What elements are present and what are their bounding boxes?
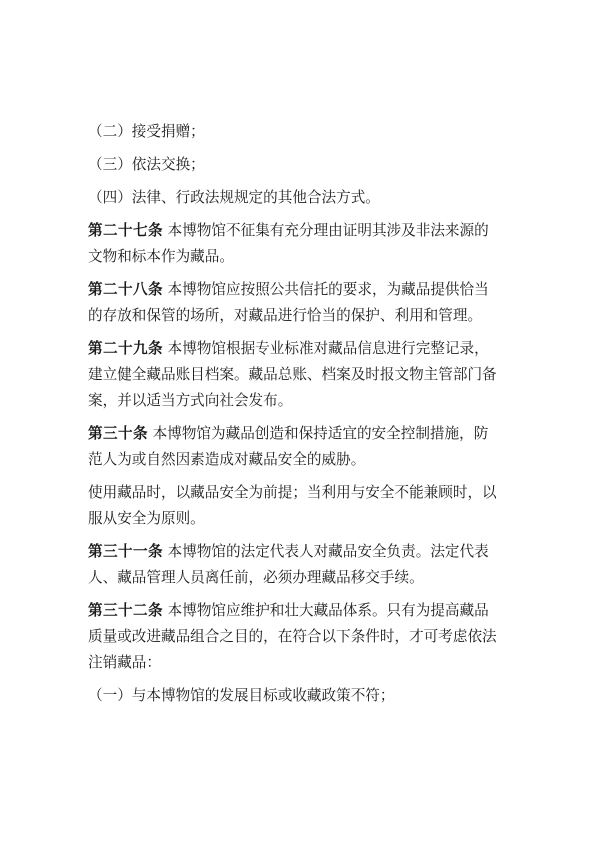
clause-line: [88, 122, 520, 142]
article-line: [88, 221, 520, 241]
article-line: [88, 280, 520, 300]
article-text: 本博物馆不征集有充分理由证明其涉及非法来源的: [167, 222, 489, 239]
article-text: 案，并以适当方式向社会发布。: [88, 392, 293, 409]
article-line: [88, 306, 520, 326]
article-text: 本博物馆应维护和壮大藏品体系。只有为提高藏品: [167, 602, 489, 619]
article-line: [88, 653, 520, 673]
article-line: [88, 424, 520, 444]
article-text: 建立健全藏品账目档案。藏品总账、档案及时报文物主管部门备: [88, 366, 497, 383]
clause-line: [88, 155, 520, 175]
article-line: [88, 568, 520, 588]
document-body: [88, 122, 520, 712]
clause-text: （三）依法交换；: [88, 156, 205, 173]
article-text: 本博物馆应按照公共信托的要求，为藏品提供恰当: [167, 281, 489, 298]
body-line: [88, 509, 520, 529]
article-number: 第二十八条: [88, 281, 163, 298]
article-text: 的存放和保管的场所，对藏品进行恰当的保护、利用和管理。: [88, 307, 483, 324]
article-line: [88, 450, 520, 470]
article-text: 人、藏品管理人员离任前，必须办理藏品移交手续。: [88, 569, 424, 586]
article-text: 文物和标本作为藏品。: [88, 248, 234, 265]
article-line: [88, 339, 520, 359]
article-text: 本博物馆根据专业标准对藏品信息进行完整记录，: [167, 340, 489, 357]
article-line: [88, 391, 520, 411]
body-text: 服从安全为原则。: [88, 510, 205, 527]
article-text: 本博物馆为藏品创造和保持适宜的安全控制措施，防: [152, 425, 489, 442]
clause-line: [88, 188, 520, 208]
article-text: 本博物馆的法定代表人对藏品安全负责。法定代表: [167, 543, 489, 560]
article-line: [88, 365, 520, 385]
article-text: 范人为或自然因素造成对藏品安全的威胁。: [88, 451, 366, 468]
body-line: [88, 483, 520, 503]
article-text: 质量或改进藏品组合之目的，在符合以下条件时，才可考虑依法: [88, 628, 497, 645]
article-number: 第三十一条: [88, 543, 163, 560]
clause-text: （一）与本博物馆的发展目标或收藏政策不符；: [88, 687, 395, 704]
article-line: [88, 542, 520, 562]
article-number: 第三十条: [88, 425, 148, 442]
article-text: 注销藏品：: [88, 654, 161, 671]
clause-text: （四）法律、行政法规规定的其他合法方式。: [88, 189, 380, 206]
article-number: 第二十九条: [88, 340, 163, 357]
body-text: 使用藏品时，以藏品安全为前提；当利用与安全不能兼顾时，以: [88, 484, 497, 501]
clause-text: （二）接受捐赠；: [88, 123, 205, 140]
article-line: [88, 247, 520, 267]
article-number: 第二十七条: [88, 222, 163, 239]
article-line: [88, 627, 520, 647]
clause-line: [88, 686, 520, 706]
article-number: 第三十二条: [88, 602, 163, 619]
article-line: [88, 601, 520, 621]
